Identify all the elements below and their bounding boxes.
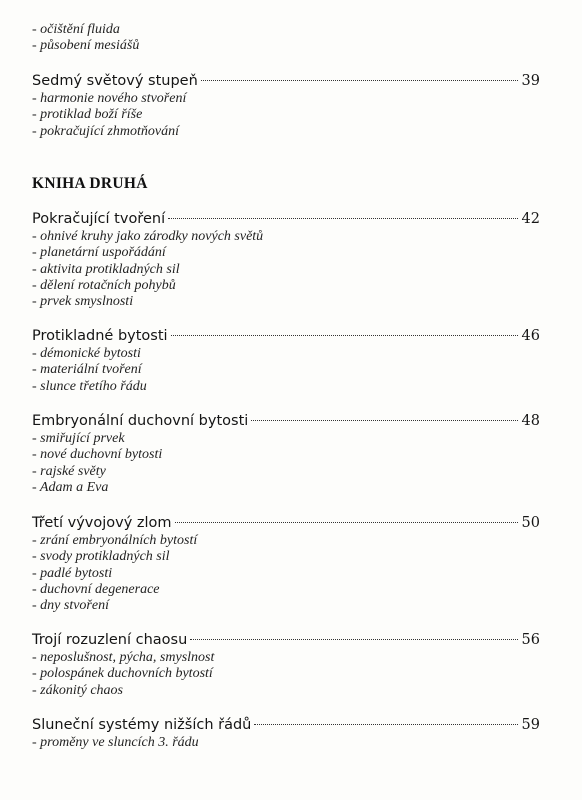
toc-entry-line[interactable]: [32, 209, 540, 229]
subitem-list: [32, 431, 540, 496]
toc-entry: [32, 513, 540, 614]
subitem-list: [32, 735, 540, 751]
entry-page-number: 48: [521, 413, 540, 429]
subitem: - působení mesiášů: [32, 38, 140, 54]
entry-title: Pokračující tvoření: [32, 211, 166, 227]
toc-entry: [32, 209, 540, 310]
toc-entry: [32, 326, 540, 395]
dot-leader: [254, 724, 517, 725]
subitem: - dělení rotačních pohybů: [32, 277, 176, 293]
subitem: - materiální tvoření: [32, 362, 142, 378]
entry-page-number: 56: [521, 632, 540, 648]
entry-title: Embryonální duchovní bytosti: [32, 413, 249, 429]
subitem: - polospánek duchovních bytostí: [32, 666, 213, 682]
toc-entry-line[interactable]: [32, 513, 540, 533]
toc-entry-line[interactable]: [32, 71, 540, 91]
entry-title: Protikladné bytosti: [32, 328, 168, 344]
toc-entry: [32, 411, 540, 496]
toc-entry-line[interactable]: [32, 326, 540, 346]
subitem: - zrání embryonálních bytostí: [32, 533, 198, 548]
subitem: - ohnivé kruhy jako zárodky nových světů: [32, 229, 264, 244]
book-heading: KNIHA DRUHÁ: [32, 175, 148, 192]
dot-leader: [190, 639, 517, 640]
entry-page-number: 39: [521, 73, 540, 89]
subitem: - zákonitý chaos: [32, 682, 123, 698]
subitem: - smiřující prvek: [32, 431, 125, 446]
subitem: - proměny ve sluncích 3. řádu: [32, 735, 199, 750]
subitem: - neposlušnost, pýcha, smyslnost: [32, 650, 215, 665]
toc-entry-line[interactable]: [32, 715, 540, 735]
subitem: - harmonie nového stvoření: [32, 91, 187, 106]
entry-title: Trojí rozuzlení chaosu: [32, 632, 188, 648]
subitem-list: [32, 22, 540, 55]
subitem: - planetární uspořádání: [32, 245, 166, 261]
continued-items: [32, 22, 540, 55]
entry-title: Sluneční systémy nižších řádů: [32, 717, 252, 733]
subitem: - očištění fluida: [32, 22, 120, 37]
entry-page-number: 42: [521, 211, 540, 227]
subitem: - padlé bytosti: [32, 565, 113, 581]
subitem: - démonické bytosti: [32, 346, 141, 361]
dot-leader: [171, 335, 518, 336]
entry-page-number: 59: [521, 717, 540, 733]
subitem: - pokračující zhmotňování: [32, 123, 179, 139]
entry-title: Třetí vývojový zlom: [32, 515, 172, 531]
subitem-list: [32, 533, 540, 614]
subitem-list: [32, 346, 540, 395]
toc-entry-line[interactable]: [32, 630, 540, 650]
subitem: - protiklad boží říše: [32, 107, 143, 123]
toc-entry: [32, 71, 540, 140]
subitem-list: [32, 229, 540, 310]
toc-entry-line[interactable]: [32, 411, 540, 431]
entry-page-number: 50: [521, 515, 540, 531]
subitem: - nové duchovní bytosti: [32, 447, 163, 463]
dot-leader: [201, 80, 518, 81]
subitem: - Adam a Eva: [32, 479, 109, 495]
dot-leader: [175, 522, 518, 523]
subitem: - duchovní degenerace: [32, 581, 160, 597]
subitem-list: [32, 91, 540, 140]
entry-page-number: 46: [521, 328, 540, 344]
subitem: - slunce třetího řádu: [32, 378, 147, 394]
subitem: - svody protikladných sil: [32, 549, 170, 565]
toc-entry: [32, 715, 540, 751]
subitem: - prvek smyslnosti: [32, 294, 134, 310]
dot-leader: [251, 420, 517, 421]
toc-entry: [32, 630, 540, 699]
subitem: - aktivita protikladných sil: [32, 261, 180, 277]
subitem-list: [32, 650, 540, 699]
subitem: - dny stvoření: [32, 598, 109, 614]
dot-leader: [168, 218, 517, 219]
subitem: - rajské světy: [32, 463, 106, 479]
entry-title: Sedmý světový stupeň: [32, 73, 198, 89]
